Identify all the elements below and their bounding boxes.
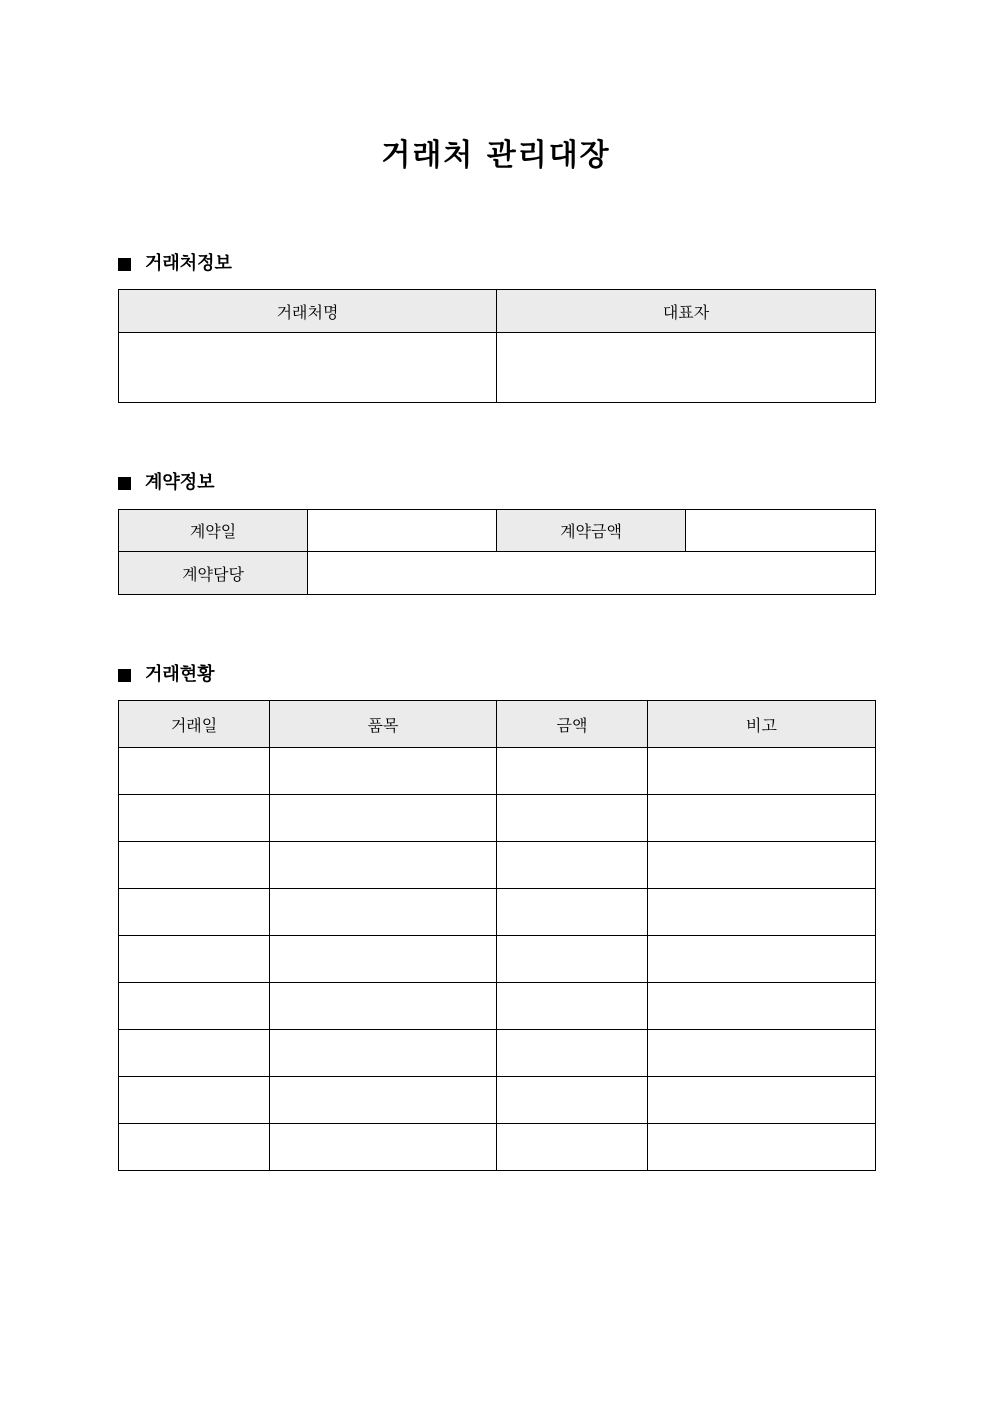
cell-remarks[interactable] [648,983,876,1030]
cell-transaction-date[interactable] [119,842,270,889]
black-square-icon [118,258,131,271]
cell-amount[interactable] [497,936,648,983]
section-heading-label: 거래현황 [145,664,215,685]
cell-amount[interactable] [497,1077,648,1124]
cell-remarks[interactable] [648,748,876,795]
header-remarks: 비고 [648,701,876,748]
table-row [119,795,876,842]
cell-amount[interactable] [497,983,648,1030]
table-header-row [119,701,876,748]
partner-info-table [118,289,876,403]
header-transaction-date: 거래일 [119,701,270,748]
cell-transaction-date[interactable] [119,983,270,1030]
cell-amount[interactable] [497,842,648,889]
table-row [119,1077,876,1124]
cell-item[interactable] [270,1030,497,1077]
page-title: 거래처 관리대장 [381,138,611,173]
section-heading-transactions [118,663,215,687]
cell-item[interactable] [270,983,497,1030]
cell-item[interactable] [270,795,497,842]
cell-item[interactable] [270,748,497,795]
contract-amount-field[interactable] [686,510,876,552]
partner-name-field[interactable] [119,333,497,403]
contract-manager-field[interactable] [308,552,876,595]
cell-amount[interactable] [497,795,648,842]
cell-remarks[interactable] [648,1030,876,1077]
table-row [119,842,876,889]
cell-item[interactable] [270,889,497,936]
cell-transaction-date[interactable] [119,748,270,795]
cell-item[interactable] [270,1124,497,1171]
contract-info-table [118,509,876,595]
section-heading-partner [118,252,232,276]
cell-transaction-date[interactable] [119,1077,270,1124]
cell-amount[interactable] [497,1124,648,1171]
cell-transaction-date[interactable] [119,936,270,983]
table-row [119,1124,876,1171]
cell-remarks[interactable] [648,936,876,983]
cell-amount[interactable] [497,748,648,795]
cell-transaction-date[interactable] [119,1124,270,1171]
representative-field[interactable] [497,333,876,403]
cell-remarks[interactable] [648,1124,876,1171]
section-heading-contract [118,471,215,495]
header-representative: 대표자 [497,290,876,333]
table-row [119,983,876,1030]
section-heading-label: 계약정보 [145,472,215,493]
cell-item[interactable] [270,842,497,889]
cell-transaction-date[interactable] [119,1030,270,1077]
cell-remarks[interactable] [648,842,876,889]
label-contract-amount: 계약금액 [497,510,686,552]
cell-item[interactable] [270,936,497,983]
cell-amount[interactable] [497,889,648,936]
cell-item[interactable] [270,1077,497,1124]
table-row [119,889,876,936]
header-partner-name: 거래처명 [119,290,497,333]
table-row [119,748,876,795]
header-item: 품목 [270,701,497,748]
label-contract-date: 계약일 [119,510,308,552]
contract-date-field[interactable] [308,510,497,552]
cell-remarks[interactable] [648,889,876,936]
section-heading-label: 거래처정보 [145,253,232,274]
cell-transaction-date[interactable] [119,795,270,842]
black-square-icon [118,477,131,490]
cell-amount[interactable] [497,1030,648,1077]
transactions-table [118,700,876,1171]
black-square-icon [118,669,131,682]
table-row [119,936,876,983]
header-amount: 금액 [497,701,648,748]
cell-remarks[interactable] [648,795,876,842]
cell-transaction-date[interactable] [119,889,270,936]
cell-remarks[interactable] [648,1077,876,1124]
label-contract-manager: 계약담당 [119,552,308,595]
table-row [119,1030,876,1077]
